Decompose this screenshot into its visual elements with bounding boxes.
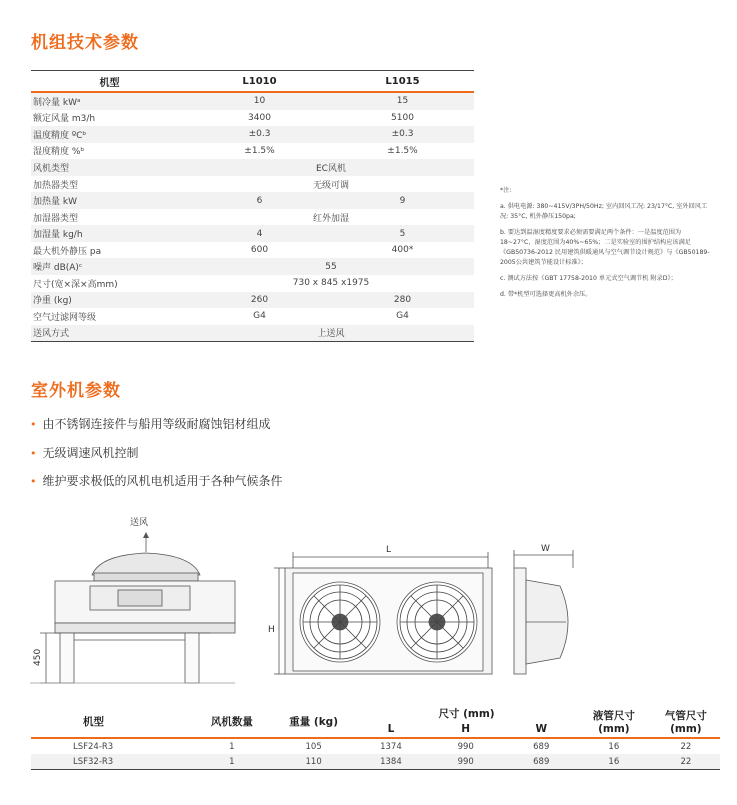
outdoor-table [31, 705, 720, 770]
dim-L-label: L [386, 545, 392, 555]
front-view-drawing [274, 552, 492, 674]
section-title-outdoor: 室外机参数 [31, 381, 121, 401]
bullet-dot-icon: • [30, 475, 37, 488]
col-weight: 重量 (kg) [289, 715, 339, 728]
spec-row-label: 加湿器类型 [33, 213, 79, 224]
col-liquid: 液管尺寸 (mm) [592, 709, 635, 735]
spec-row-value: 600 [250, 245, 269, 256]
note-d: d. 带*机型可选择更高机外余压。 [500, 291, 592, 298]
spec-row-value: 上送风 [188, 325, 474, 342]
dim-H-label: H [268, 625, 275, 635]
spec-row-label: 噪声 dB(A)ᶜ [31, 258, 188, 275]
spec-row-label: 最大机外静压 pa [33, 246, 102, 257]
col-fans: 风机数量 [210, 715, 253, 728]
col-L: L [387, 723, 395, 735]
spec-row-label: 温度精度 ºCᵇ [31, 126, 188, 143]
spec-row-value: 260 [188, 292, 331, 309]
spec-header-l1015: L1015 [331, 71, 474, 93]
table-row: LSF24-R3 1 105 1374 990 689 16 22 [31, 738, 720, 754]
note-b: b. 要达到温湿度精度要求必须需要满足两个条件：一是温度范围为18~27°C，湿度范围为40%~65%；二是实验室的围护结构应该满足《GB50736-2012 民用建筑供暖通风与空气调节设计规范》与《GB50189-2005公共建筑节能设计标准》； [500, 229, 710, 266]
spec-row-value: ±0.3 [188, 126, 331, 143]
spec-row-value: 9 [331, 192, 474, 209]
section-title-unit-specs: 机组技术参数 [31, 33, 139, 53]
spec-row-label: 加热量 kW [31, 192, 188, 209]
spec-row-value: 5100 [391, 112, 414, 123]
spec-row-value: 280 [331, 292, 474, 309]
spec-row-value: 730 x 845 x1975 [292, 278, 370, 289]
airflow-label: 送风 [130, 518, 149, 528]
spec-row-value: 红外加湿 [312, 213, 349, 224]
spec-row-value: G4 [253, 311, 266, 322]
spec-row-value: 4 [188, 225, 331, 242]
spec-row-label: 风机类型 [31, 159, 188, 176]
spec-row-value: ±0.3 [331, 126, 474, 143]
spec-row-value: 6 [188, 192, 331, 209]
spec-row-label: 加湿量 kg/h [31, 225, 188, 242]
feature-item: • 由不锈钢连接件与船用等级耐腐蚀铝材组成 [30, 417, 271, 431]
spec-row-value: 3400 [248, 112, 271, 123]
spec-row-label: 湿度精度 %ᵇ [33, 147, 85, 158]
dim-W-label: W [541, 544, 550, 554]
spec-row-value: 15 [331, 92, 474, 110]
notes-title: *注: [500, 187, 512, 194]
spec-row-label: 尺寸(宽×深×高mm) [33, 279, 118, 290]
note-c: c. 测试方法按《GBT 17758-2010 单元式空气调节机 附录D》； [500, 275, 677, 282]
side-view-drawing [30, 516, 235, 683]
col-gas: 气管尺寸 (mm) [664, 709, 707, 735]
spec-row-label: 额定风量 m3/h [33, 114, 96, 125]
spec-row-label: 空气过滤网等级 [33, 312, 97, 323]
spec-row-value: 400* [391, 245, 414, 256]
spec-row-label: 送风方式 [31, 325, 188, 342]
feature-item: • 无级调速风机控制 [30, 445, 139, 460]
spec-header-l1010: L1010 [188, 71, 331, 93]
spec-row-value: ±1.5% [387, 145, 418, 156]
table-row: LSF32-R3 1 110 1384 990 689 16 22 [31, 754, 720, 770]
arrow-head-icon [143, 532, 149, 538]
bullet-dot-icon: • [30, 418, 37, 431]
feature-item: • 维护要求极低的风机电机适用于各种气候条件 [30, 474, 283, 488]
spec-row-value: 55 [188, 258, 474, 275]
fan-top [92, 553, 200, 575]
spec-row-value: 10 [188, 92, 331, 110]
height-450-label: 450 [33, 648, 43, 666]
col-W: W [535, 723, 548, 735]
col-model: 机型 [83, 715, 104, 728]
depth-view-drawing [514, 550, 573, 674]
spec-row-label: 加热器类型 [33, 180, 79, 191]
spec-row-label: 净重 (kg) [31, 292, 188, 309]
spec-row-value: EC风机 [188, 159, 474, 176]
bullet-dot-icon: • [30, 446, 37, 460]
spec-row-value: 无级可调 [312, 180, 349, 191]
spec-row-label: 制冷量 kWᵃ [31, 92, 188, 110]
note-a: a. 供电电源: 380~415V/3PH/50Hz; 室内回风工况: 23/17°C, 室外回风工况: 35°C, 机外静压150pa; [500, 203, 708, 220]
col-size: 尺寸 (mm) [438, 707, 495, 720]
col-H: H [461, 723, 471, 735]
spec-row-value: 5 [331, 225, 474, 242]
spec-row-value: ±1.5% [244, 145, 275, 156]
spec-row-value: G4 [396, 311, 409, 322]
spec-header-model: 机型 [31, 71, 188, 93]
